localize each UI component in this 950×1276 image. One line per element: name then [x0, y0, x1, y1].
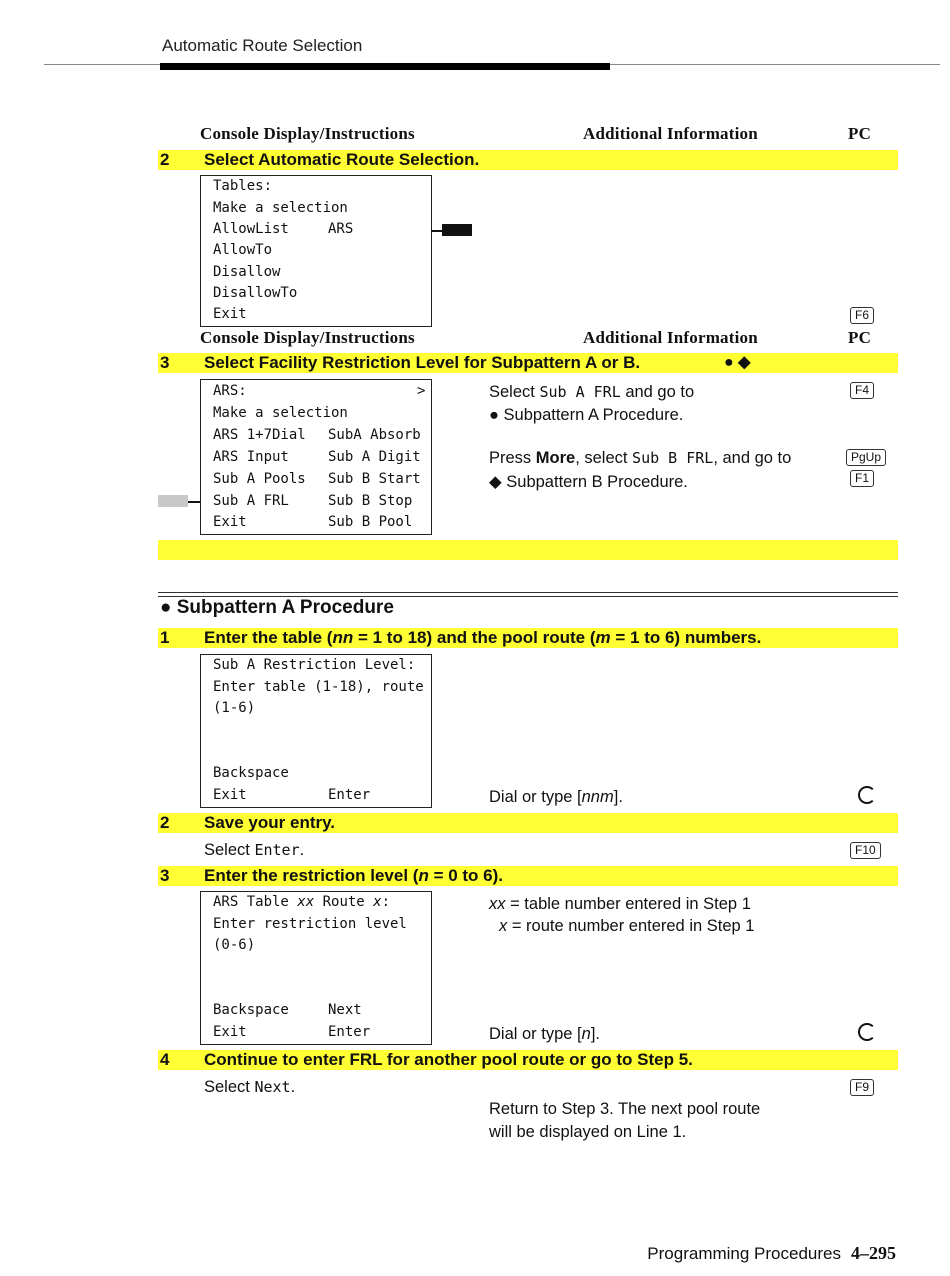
- dial-icon: [858, 1023, 876, 1041]
- console-screen-tables: [200, 175, 432, 327]
- screen-option-ars[interactable]: ARS: [328, 221, 354, 237]
- screen-option[interactable]: Sub B Stop: [328, 493, 413, 509]
- code-next: Next: [254, 1078, 291, 1096]
- screen-option[interactable]: Exit: [213, 306, 247, 322]
- step-text: Save your entry.: [204, 813, 336, 832]
- procedure-symbols: ● ◆: [724, 354, 751, 371]
- screen-option[interactable]: ARS 1+7Dial: [213, 427, 306, 443]
- code-sub-a-frl: Sub A FRL: [539, 383, 621, 401]
- step-number: 4: [160, 1050, 170, 1069]
- header-bar: [160, 63, 610, 70]
- screen-option-backspace[interactable]: Backspace: [213, 765, 289, 781]
- info-sub-b-next: ◆ Subpattern B Procedure.: [489, 473, 688, 491]
- step-number: 3: [160, 866, 170, 885]
- page-footer: [647, 1243, 896, 1264]
- key-f9-icon[interactable]: F9: [850, 1079, 874, 1096]
- key-f4-icon[interactable]: F4: [850, 382, 874, 399]
- procedure-title: ● Subpattern A Procedure: [160, 597, 394, 618]
- screen-option[interactable]: Sub B Start: [328, 471, 421, 487]
- screen-option[interactable]: DisallowTo: [213, 285, 298, 301]
- key-f6-icon[interactable]: F6: [850, 307, 874, 324]
- code-enter: Enter: [254, 841, 300, 859]
- screen-option[interactable]: Sub A FRL: [213, 493, 289, 509]
- screen-option[interactable]: Sub A Digit: [328, 449, 421, 465]
- step-band: [158, 866, 898, 886]
- selection-pointer: [158, 495, 188, 507]
- console-screen-level: [200, 891, 432, 1045]
- screen-option[interactable]: SubA Absorb: [328, 427, 421, 443]
- screen-line: Make a selection: [213, 200, 348, 216]
- dial-instruction: Dial or type [n].: [489, 1025, 600, 1043]
- code-sub-b-frl: Sub B FRL: [632, 449, 714, 467]
- screen-line: Sub A Restriction Level:: [213, 657, 416, 673]
- screen-option[interactable]: AllowTo: [213, 242, 273, 258]
- screen-option[interactable]: Disallow: [213, 264, 281, 280]
- next-instruction: Select Next.: [204, 1078, 296, 1096]
- column-header-instructions: Console Display/Instructions: [200, 328, 415, 347]
- screen-line: ARS:: [213, 383, 247, 399]
- info-sub-a: Select Sub A FRL and go to: [489, 383, 695, 401]
- screen-option-backspace[interactable]: Backspace: [213, 1002, 289, 1018]
- running-head: Automatic Route Selection: [162, 36, 363, 55]
- screen-line: Enter restriction level: [213, 916, 407, 932]
- info-sub-b: Press More, select Sub B FRL, and go to: [489, 449, 792, 467]
- step-text: Enter the restriction level (n = 0 to 6).: [204, 866, 504, 885]
- screen-option-exit[interactable]: Exit: [213, 787, 247, 803]
- screen-line: (1-6): [213, 700, 256, 716]
- column-header-instructions: Console Display/Instructions: [200, 124, 415, 143]
- column-header-pc: PC: [848, 328, 872, 347]
- key-pgup-icon[interactable]: PgUp: [846, 449, 886, 466]
- return-note-line: will be displayed on Line 1.: [489, 1123, 687, 1141]
- step-text: Select Automatic Route Selection.: [204, 150, 480, 169]
- screen-option-enter[interactable]: Enter: [328, 1024, 371, 1040]
- key-f1-icon[interactable]: F1: [850, 470, 874, 487]
- step-number: 1: [160, 628, 170, 647]
- step-text: Enter the table (nn = 1 to 18) and the pool route (m = 1 to 6) numbers.: [204, 628, 762, 647]
- console-screen-restriction: [200, 654, 432, 808]
- section-rule: [158, 592, 898, 593]
- more-arrow-icon[interactable]: >: [417, 383, 426, 399]
- column-header-info: Additional Information: [583, 124, 758, 143]
- step-number: 2: [160, 813, 170, 832]
- key-f10-icon[interactable]: F10: [850, 842, 881, 859]
- dial-instruction: Dial or type [nnm].: [489, 788, 623, 806]
- screen-option[interactable]: ARS Input: [213, 449, 289, 465]
- info-sub-a-next: ● Subpattern A Procedure.: [489, 406, 684, 424]
- return-note-line: Return to Step 3. The next pool route: [489, 1100, 761, 1118]
- screen-line: Enter table (1-18), route: [213, 679, 424, 695]
- step-number: 3: [160, 353, 170, 372]
- column-header-pc: PC: [848, 124, 872, 143]
- selection-pointer: [442, 224, 472, 236]
- pointer-line: [188, 501, 200, 503]
- screen-option[interactable]: Sub A Pools: [213, 471, 306, 487]
- page-number: 4–295: [851, 1243, 896, 1263]
- screen-line: ARS Table xx Route x:: [213, 894, 391, 910]
- step-band: [158, 813, 898, 833]
- step-text: Select Facility Restriction Level for Subpattern A or B.: [204, 353, 641, 372]
- screen-option-next[interactable]: Next: [328, 1002, 362, 1018]
- note-route-number: x = route number entered in Step 1: [499, 917, 755, 935]
- step-text: Continue to enter FRL for another pool route or go to Step 5.: [204, 1050, 693, 1069]
- save-instruction: Select Enter.: [204, 841, 305, 859]
- empty-band: [158, 540, 898, 560]
- step-band: [158, 1050, 898, 1070]
- screen-option-exit[interactable]: Exit: [213, 1024, 247, 1040]
- screen-option[interactable]: Sub B Pool: [328, 514, 413, 530]
- step-band: [158, 150, 898, 170]
- note-table-number: xx = table number entered in Step 1: [489, 895, 751, 913]
- screen-line: Tables:: [213, 178, 273, 194]
- screen-line: Make a selection: [213, 405, 348, 421]
- column-header-info: Additional Information: [583, 328, 758, 347]
- console-screen-ars: [200, 379, 432, 535]
- screen-option[interactable]: AllowList: [213, 221, 289, 237]
- screen-option[interactable]: Exit: [213, 514, 247, 530]
- screen-line: (0-6): [213, 937, 256, 953]
- step-band: [158, 628, 898, 648]
- step-number: 2: [160, 150, 170, 169]
- footer-section: Programming Procedures: [647, 1244, 841, 1263]
- screen-option-enter[interactable]: Enter: [328, 787, 371, 803]
- dial-icon: [858, 786, 876, 804]
- step-band: [158, 353, 898, 373]
